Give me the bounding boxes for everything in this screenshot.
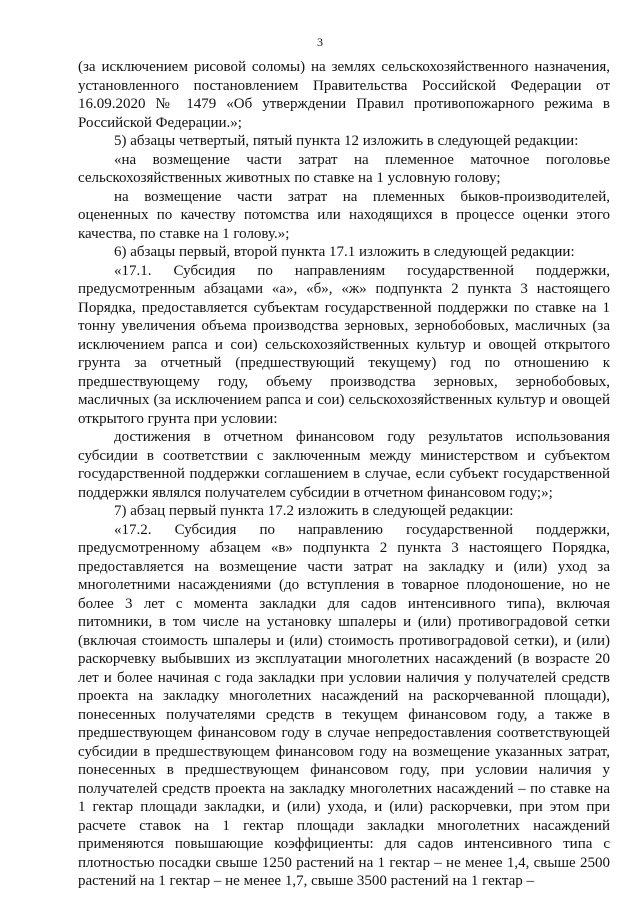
paragraph-continuation: (за исключением рисовой соломы) на землях сельскохозяйственного назначения, установленного постановлением Правительства Российской Федерации от 16.09.2020 № 1479 «Об утверждении Правил противопожарного режима в Российской Федерации.»; (78, 59, 610, 131)
paragraph-clause-17-2: «17.2. Субсидия по направлению государственной поддержки, предусмотренному абзацем «в» подпункта 2 пункта 3 настоящего Порядка, предоставляется на возмещение части затрат на закладку и (или) уход за многолетними насаждениями (до вступления в товарное плодоношение, но не более 3 лет с момента закладки для садов интенсивного типа), включая питомники, в том числе на установку шпалеры и (или) противоградовой сетки (включая стоимость шпалеры и (или) стоимость противоградовой сетки), и (или) раскорчевку выбывших из эксплуатации многолетних насаждений (в возрасте 20 лет и более начиная с года закладки при условии наличия у получателей средств проекта на закладку многолетних насаждений на раскорчеванной площади), понесенных получателями средств в текущем финансовом году, а также в предшествующем финансовом году в случае непредоставления соответствующей субсидии в предшествующем финансовом году на возмещение указанных затрат, понесенных в предшествующем финансовом году, при условии наличия у получателей средств проекта на закладку многолетних насаждений – по ставке на 1 гектар площади закладки, и (или) ухода, и (или) раскорчевки, при этом при расчете ставок на 1 гектар площади закладки многолетних насаждений применяются повышающие коэффициенты: для садов интенсивного типа с плотностью посадки свыше 1250 растений на 1 гектар – не менее 1,4, свыше 2500 растений на 1 гектар – не менее 1,7, свыше 3500 растений на 1 гектар – (78, 521, 610, 889)
paragraph-clause-17-1: «17.1. Субсидия по направлениям государственной поддержки, предусмотренным абзацами «а», «б», «ж» подпункта 2 пункта 3 настоящего Порядка, предоставляется субъектам государственной поддержки по ставке на 1 тонну увеличения объема производства зерновых, зернобобовых, масличных (за исключением рапса и сои) сельскохозяйственных культур и овощей открытого грунта за отчетный (предшествующий текущему) год по отношению к предшествующему году, объему производства зерновых, зернобобовых, масличных (за исключением рапса и сои) сельскохозяйственных культур и овощей открытого грунта при условии: (78, 262, 610, 427)
paragraph-quote-breeding-stock: «на возмещение части затрат на племенное маточное поголовье сельскохозяйственных животных по ставке на 1 условную голову; (78, 151, 610, 186)
document-body (78, 58, 610, 891)
paragraph-amendment-6: 6) абзацы первый, второй пункта 17.1 изложить в следующей редакции: (114, 244, 575, 260)
paragraph-amendment-7: 7) абзац первый пункта 17.2 изложить в следующей редакции: (114, 503, 514, 519)
paragraph-amendment-5: 5) абзацы четвертый, пятый пункта 12 изложить в следующей редакции: (114, 133, 579, 149)
paragraph-quote-bulls: на возмещение части затрат на племенных быков-производителей, оцененных по качеству потомства или находящихся в процессе оценки этого качества, по ставке на 1 голову.»; (78, 188, 610, 242)
paragraph-clause-17-1-condition: достижения в отчетном финансовом году результатов использования субсидии в соответствии с заключенным между министерством и субъектом государственной поддержки соглашением в случае, если субъект государственной поддержки являлся получателем субсидии в отчетном финансовом году;»; (78, 429, 610, 501)
page-number: 3 (317, 35, 323, 49)
